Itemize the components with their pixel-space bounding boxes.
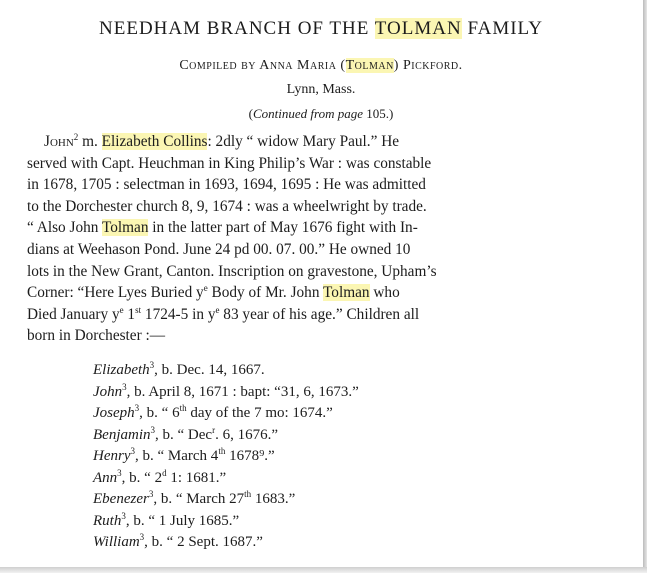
child-entry: [93, 403, 613, 425]
birth-text: , b. “ 1 July 1685.”: [125, 512, 240, 529]
paragraph-line: dians at Weehason Pond. June 24 pd 00. 07. 00.” He owned 10: [27, 240, 411, 258]
paragraph-line: [27, 131, 637, 153]
birth-text: , b. Dec. 14, 1667.: [154, 362, 265, 378]
paragraph-line: [27, 282, 637, 304]
child-name: Benjamin: [93, 426, 151, 443]
child-entry: [93, 468, 613, 490]
child-name: Henry: [93, 448, 131, 464]
text-span: : 2dly “ widow Mary Paul.” He: [207, 133, 400, 150]
superscript: d: [162, 467, 167, 478]
text-span: Died January y: [27, 305, 120, 323]
text-span: m.: [78, 133, 102, 150]
title-highlight: TOLMAN: [374, 18, 462, 39]
generation-sup: 3: [122, 381, 127, 392]
birth-text: , b. “ 6: [139, 405, 180, 421]
title-text: NEEDHAM BRANCH OF THE: [99, 18, 375, 39]
continued-rest: 105.): [363, 106, 394, 121]
superscript: e: [203, 283, 208, 294]
generation-sup: 3: [149, 360, 155, 370]
byline-text: Compiled by Anna Maria (: [179, 58, 346, 73]
superscript: th: [218, 446, 226, 456]
child-name: Joseph: [93, 405, 135, 421]
text-span: Body of Mr. John: [207, 284, 324, 302]
continued-note: [0, 106, 642, 122]
child-entry: [93, 511, 613, 533]
birth-text: , b. “ March 27: [153, 491, 245, 507]
paragraph-line: to the Dorchester church 8, 9, 1674 : was a wheelwright by trade.: [27, 197, 427, 215]
child-name: Elizabeth: [93, 362, 150, 378]
birth-text: , b. “ 2 Sept. 1687.”: [144, 534, 263, 550]
birth-text-end: . 6, 1676.”: [215, 426, 278, 443]
highlighted-name: Elizabeth Collins: [101, 133, 208, 150]
birth-text: , b. “ March 4: [135, 448, 219, 464]
child-entry: [93, 532, 613, 554]
child-name: Ann: [93, 469, 118, 486]
article-title: [0, 18, 642, 40]
text-span: in the latter part of May 1676 fight with In-: [148, 219, 418, 237]
page-edge-right: [643, 0, 647, 570]
byline-highlight: Tolman: [345, 58, 394, 73]
birth-text-end: 1678⁹.”: [225, 448, 275, 464]
birth-text-end: day of the 7 mo: 1674.”: [186, 405, 333, 421]
text-span: 1: [123, 305, 136, 323]
generation-sup: 3: [148, 489, 154, 499]
superscript: r: [212, 424, 216, 435]
paragraph-line: in 1678, 1705 : selectman in 1693, 1694, 1695 : He was admitted: [27, 176, 426, 194]
child-name: Ebenezer: [93, 491, 149, 507]
superscript: th: [244, 489, 252, 499]
superscript: e: [119, 304, 124, 315]
paragraph-line: lots in the New Grant, Canton. Inscription on gravestone, Upham’s: [27, 262, 437, 280]
person-name: John: [44, 133, 74, 150]
child-entry: [93, 446, 613, 468]
place-line: Lynn, Mass.: [286, 82, 356, 97]
text-span: “ Also John: [27, 219, 102, 237]
birth-text: , b. “ 2: [121, 469, 163, 486]
text-span: 83 year of his age.” Children all: [219, 305, 420, 323]
generation-sup: 3: [139, 532, 145, 542]
main-paragraph: [27, 131, 637, 347]
text-span: who: [369, 284, 400, 302]
continued-italic: Continued from page: [252, 106, 363, 121]
generation-sup: 3: [117, 467, 122, 478]
child-entry: [93, 360, 613, 382]
child-entry: [93, 489, 613, 511]
generation-sup: 3: [150, 424, 155, 435]
paragraph-line: [27, 217, 637, 239]
superscript: st: [135, 304, 142, 315]
generation-sup: 3: [121, 510, 126, 521]
birth-text: , b. “ Dec: [155, 426, 213, 443]
birth-text-end: 1683.”: [251, 491, 296, 507]
child-entry: [93, 425, 613, 447]
title-text-end: FAMILY: [461, 18, 543, 39]
text-span: Corner: “Here Lyes Buried y: [27, 284, 204, 302]
page-edge-bottom: [0, 567, 647, 573]
children-list: [93, 360, 613, 554]
birth-text: , b. April 8, 1671 : bapt: “31, 6, 1673.”: [126, 383, 359, 400]
generation-sup: 3: [130, 446, 135, 456]
byline: [0, 58, 642, 74]
paragraph-line: served with Capt. Heuchman in King Philip’s War : was constable: [27, 154, 432, 172]
superscript: th: [179, 403, 187, 413]
generation-sup: 3: [134, 403, 140, 413]
child-name: William: [93, 534, 140, 550]
child-name: John: [93, 383, 123, 400]
highlighted-name: Tolman: [323, 284, 370, 302]
superscript: e: [215, 304, 220, 315]
text-span: 1724-5 in y: [141, 305, 216, 323]
child-name: Ruth: [93, 512, 122, 529]
child-entry: [93, 382, 613, 404]
generation-sup: 2: [73, 132, 79, 142]
birth-text-end: 1: 1681.”: [166, 469, 227, 486]
highlighted-name: Tolman: [101, 219, 149, 237]
continued-open: (: [248, 106, 253, 121]
paragraph-line: born in Dorchester :—: [27, 327, 166, 345]
byline-text-end: ) Pickford.: [393, 58, 463, 73]
paragraph-line: [27, 304, 637, 326]
